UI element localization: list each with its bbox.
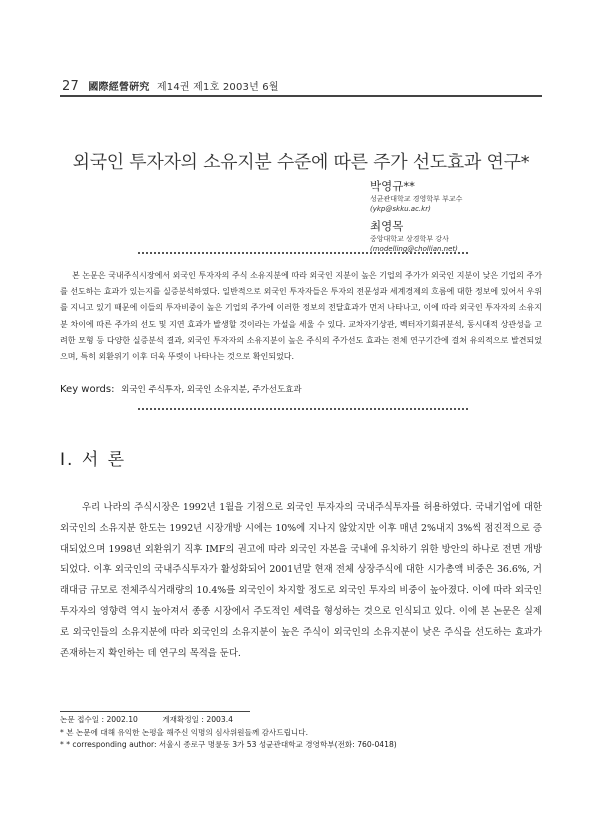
- author-name: 박영규**: [370, 179, 415, 193]
- received-date: 논문 접수일 : 2002.10: [60, 715, 138, 724]
- accepted-date: 게재확정일 : 2003.4: [162, 715, 233, 724]
- keywords: [60, 383, 542, 395]
- footnotes: [60, 714, 542, 752]
- author-name: 최영목: [370, 219, 404, 233]
- footnote-rule: [60, 711, 250, 712]
- author-1: [370, 178, 550, 214]
- author-affiliation: 성균관대학교 경영학부 부교수: [370, 195, 463, 203]
- journal-title: 國際經營硏究: [88, 82, 150, 93]
- section-body: 우리 나라의 주식시장은 1992년 1월을 기점으로 외국인 투자자의 국내주식투자를 허용하였다. 국내기업에 대한 외국인의 소유지분 한도는 1992년 시장개방 시에는 10%에 지나지 않았지만 이후 매년 2%내지 3%씩 점진적으로 증대되었으며 1998년 외환위기 직후 IMF의 권고에 따라 외국인 자본을 국내에 유치하기 위한 방안의 하나로 전면 개방되었다. 이후 외국인의 국내주식투자가 활성화되어 2001년말 현재 전체 상장주식에 대한 시가총액 비중은 36.6%, 거래대금 규모로 전체주식거래량의 10.4%를 외국인이 차지할 정도로 외국인 투자의 비중이 높아졌다. 이에 따라 외국인 투자자의 영향력 역시 높아져서 종종 시장에서 주도적인 세력을 형성하는 것으로 인식되고 있다. 이에 본 논문은 실제로 외국인들의 소유지분에 따라 외국인의 소유지분이 높은 주식이 외국인의 소유지분이 낮은 주식을 선도하는 효과가 존재하는지 확인하는 데 연구의 목적을 둔다.: [60, 502, 542, 659]
- section-heading: Ⅰ. 서 론: [60, 450, 127, 470]
- page-number: 27: [62, 79, 79, 94]
- author-block: [370, 176, 550, 254]
- header-rule: [60, 95, 542, 97]
- journal-issue: 제14권 제1호 2003년 6월: [156, 82, 279, 93]
- paper-title: 외국인 투자자의 소유지분 수준에 따른 주가 선도효과 연구*: [72, 152, 530, 173]
- abstract-divider-top: [138, 252, 468, 254]
- author-2: [370, 218, 550, 254]
- abstract-divider-bottom: [138, 408, 468, 410]
- abstract: 본 논문은 국내주식시장에서 외국인 투자자의 주식 소유지분에 따라 외국인 지분이 높은 기업의 주가가 외국인 지분이 낮은 기업의 주가를 선도하는 효과가 있는지를 실증분석하였다. 일반적으로 외국인 투자자들은 투자의 전문성과 세계경제의 흐름에 대한 정보에 있어서 우위를 지니고 있기 때문에 이들의 투자비중이 높은 기업의 주가에 이러한 정보의 전달효과가 먼저 나타나고, 이에 따라 외국인 투자자의 소유지분 차이에 따른 주가의 선도 및 지연 효과가 발생할 것이라는 가설을 세울 수 있다. 교차자기상관, 벡터자기회귀분석, 동시대적 상관성을 고려한 모형 등 다양한 실증분석 결과, 외국인 투자자의 소유지분이 높은 주식의 주가선도 효과는 전체 연구기간에 걸쳐 유의적으로 발견되었으며, 특히 외환위기 이후 더욱 뚜렷이 나타나는 것으로 확인되었다.: [60, 271, 542, 362]
- footnote-corresponding-author: * * corresponding author: 서울시 종로구 명륜동 3가 53 성균관대학교 경영학부(전화: 760-0418): [60, 740, 397, 749]
- keywords-text: 외국인 주식투자, 외국인 소유지분, 주가선도효과: [121, 385, 302, 395]
- author-affiliation: 중앙대학교 상경학부 강사: [370, 235, 449, 243]
- author-email: (modelling@chollian.net): [370, 245, 458, 253]
- author-email: (ykp@skku.ac.kr): [370, 205, 431, 213]
- running-head: [62, 78, 542, 94]
- footnote-acknowledgement: * 본 논문에 대해 유익한 논평을 해주신 익명의 심사위원들께 감사드립니다.: [60, 727, 308, 737]
- keywords-label: Key words:: [60, 384, 115, 395]
- footnote-dates: [60, 714, 542, 727]
